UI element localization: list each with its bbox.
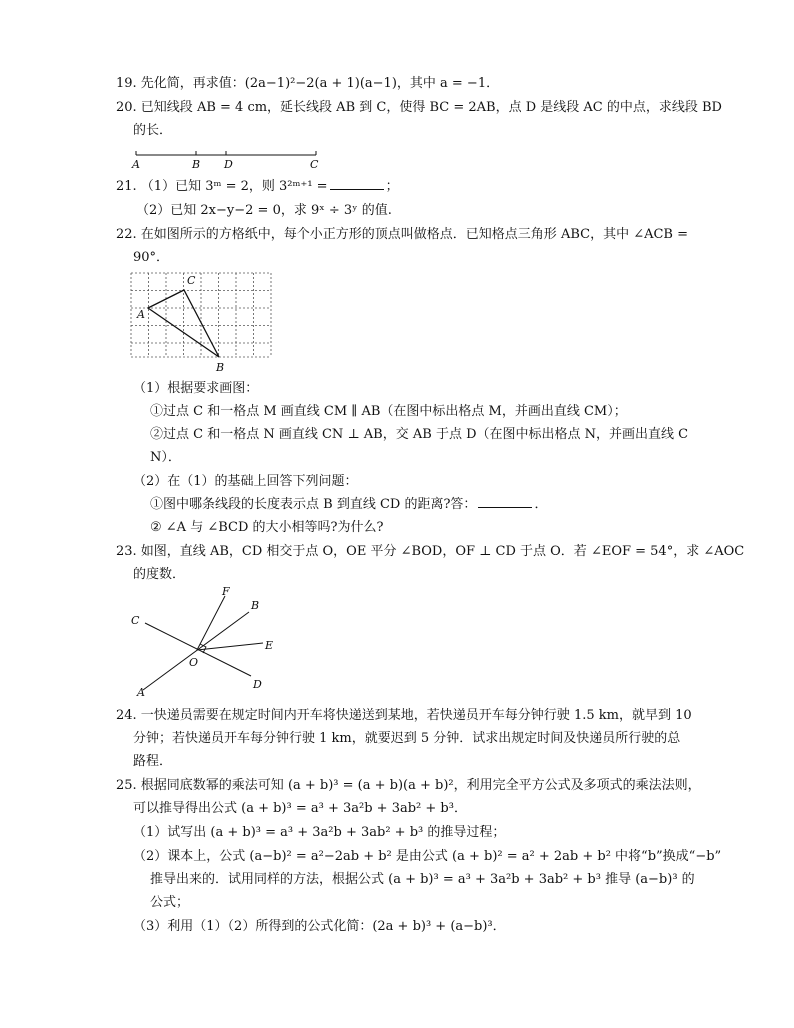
q19-text: 19. 先化简，再求值：(2a−1)²−2(a + 1)(a−1)，其中 a = −1． (116, 76, 500, 91)
label-e: E (265, 639, 274, 652)
q23-angle-figure (125, 583, 285, 701)
q21-answer-blank (330, 177, 384, 190)
q25-sub2-1: （2）课本上，公式 (a−b)² = a²−2ab + b² 是由公式 (a + b)² = a² + 2ab + b² 中将“b”换成“−b” (133, 849, 722, 864)
q21-part2: （2）已知 2x−y−2 = 0，求 9ˣ ÷ 3ʸ 的值. (136, 203, 392, 218)
ray-of (197, 596, 225, 650)
label-a: A (132, 158, 140, 171)
q21-part1-suffix: ； (385, 179, 399, 194)
line-ab (143, 612, 249, 690)
q22-line1: 22. 在如图所示的方格纸中，每个小正方形的顶点叫做格点．已知格点三角形 ABC，其中 ∠ACB = (116, 227, 689, 242)
q24-line3: 路程． (133, 754, 173, 769)
label-c: C (187, 274, 196, 287)
q25-sub2-2: 推导出来的．试用同样的方法，根据公式 (a + b)³ = a³ + 3a²b + 3ab² + b³ 推导 (a−b)³ 的 (150, 872, 695, 887)
q22-line2: 90°． (133, 250, 170, 265)
label-o: O (189, 656, 199, 669)
q20-segment-figure (128, 144, 328, 174)
q22-sub2-title: （2）在（1）的基础上回答下列问题： (133, 474, 358, 489)
q22-grid-figure (125, 270, 280, 375)
label-a: A (137, 686, 145, 699)
q22-sub2-a (150, 495, 547, 515)
q21-part1-text: 21. （1）已知 3ᵐ = 2，则 3²ᵐ⁺¹ = (116, 179, 328, 194)
q22-sub1-title: （1）根据要求画图： (133, 381, 259, 396)
q25-sub3: （3）利用（1）（2）所得到的公式化简：(2a + b)³ + (a−b)³． (133, 919, 506, 934)
q22-sub1-b1: ②过点 C 和一格点 N 画直线 CN ⊥ AB，交 AB 于点 D（在图中标出格点 N，并画出直线 C (150, 427, 689, 442)
q22-sub1-b2: N）． (150, 450, 181, 465)
label-a: A (137, 308, 145, 321)
label-b: B (192, 158, 201, 171)
q21-part1 (116, 177, 399, 197)
label-b: B (216, 361, 225, 374)
q22-sub2-a-suffix: ． (534, 497, 548, 512)
q25-line1: 25. 根据同底数幂的乘法可知 (a + b)³ = (a + b)(a + b)²，利用完全平方公式及多项式的乘法法则， (116, 778, 701, 793)
ray-oe (197, 643, 263, 650)
label-c: C (310, 158, 319, 171)
q22-sub2-b: ② ∠A 与 ∠BCD 的大小相等吗?为什么? (150, 520, 384, 535)
q24-line2: 分钟；若快递员开车每分钟行驶 1 km，就要迟到 5 分钟．试求出规定时间及快递员所行驶的总 (133, 731, 681, 746)
q22-sub1-a: ①过点 C 和一格点 M 画直线 CM ∥ AB（在图中标出格点 M，并画出直线 CM）； (150, 404, 627, 419)
label-b: B (251, 599, 260, 612)
q20-line1: 20. 已知线段 AB = 4 cm，延长线段 AB 到 C，使得 BC = 2AB，点 D 是线段 AC 的中点，求线段 BD (116, 100, 722, 115)
label-d: D (253, 678, 262, 691)
label-d: D (224, 158, 233, 171)
label-c: C (131, 614, 140, 627)
q25-sub1: （1）试写出 (a + b)³ = a³ + 3a²b + 3ab² + b³ 的推导过程； (133, 825, 506, 840)
q23-line1: 23. 如图，直线 AB，CD 相交于点 O，OE 平分 ∠BOD，OF ⊥ CD 于点 O．若 ∠EOF = 54°，求 ∠AOC (116, 544, 745, 559)
q24-line1: 24. 一快递员需要在规定时间内开车将快递送到某地，若快递员开车每分钟行驶 1.5 km，就早到 10 (116, 708, 692, 723)
q25-line2: 可以推导得出公式 (a + b)³ = a³ + 3a²b + 3ab² + b³． (133, 801, 467, 816)
q25-sub2-3: 公式； (150, 895, 190, 910)
q20-line2: 的长． (133, 123, 173, 138)
q22-sub2-a-text: ①图中哪条线段的长度表示点 B 到直线 CD 的距离?答： (150, 497, 477, 512)
label-f: F (222, 585, 230, 598)
q22-answer-blank (478, 495, 532, 508)
q23-line2: 的度数． (133, 567, 186, 582)
